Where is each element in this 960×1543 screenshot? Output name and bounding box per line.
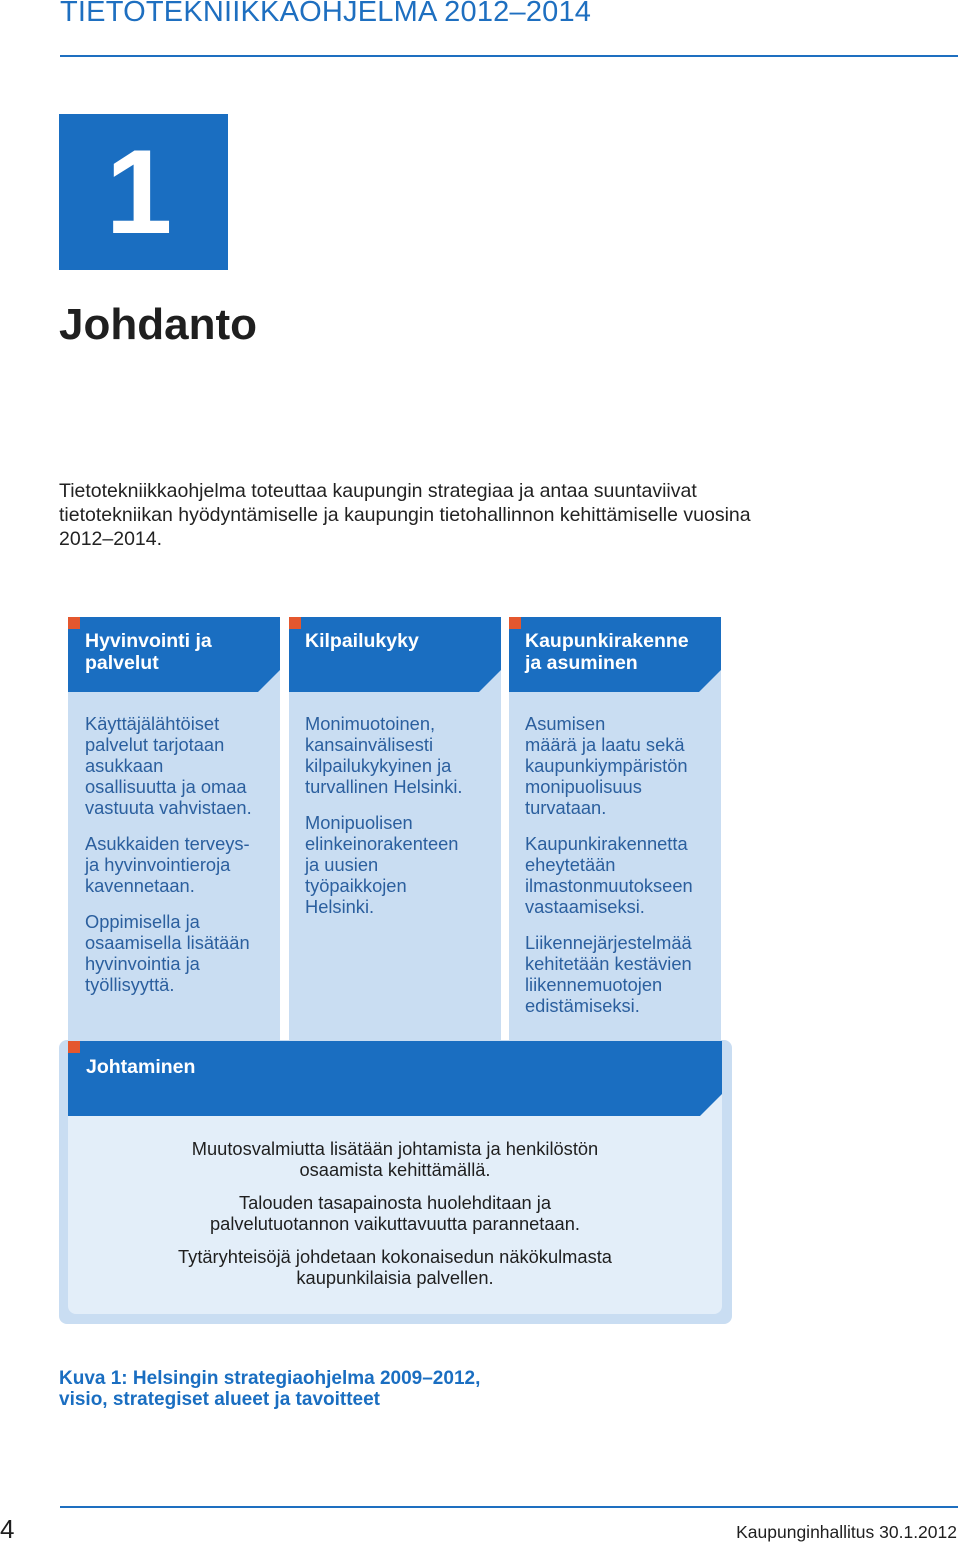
page-title: Johdanto: [59, 300, 257, 349]
goal-text: Asumisen määrä ja laatu sekä kaupunkiympäristön monipuolisuus turvataan.: [525, 713, 688, 818]
column-body-2: [305, 713, 495, 932]
marker-square-icon: [509, 617, 521, 629]
goal-text: Liikennejärjestelmää kehitetään kestävien liikennemuotojen edistämiseksi.: [525, 932, 692, 1016]
column-body-3: [525, 713, 715, 1031]
goal-text: Oppimisella ja osaamisella lisätään hyvinvointia ja työllisyyttä.: [85, 911, 250, 995]
chapter-number: 1: [105, 125, 173, 259]
marker-square-icon: [68, 617, 80, 629]
goal-text: Monipuolisen elinkeinorakenteen ja uusien työpaikkojen Helsinki.: [305, 812, 459, 917]
header-title: TIETOTEKNIIKKAOHJELMA 2012–2014: [60, 0, 592, 28]
goal-text: Monimuotoinen, kansainvälisesti kilpailukykyinen ja turvallinen Helsinki.: [305, 713, 463, 797]
goal-text: Kaupunkirakennetta eheytetään ilmastonmuutokseen vastaamiseksi.: [525, 833, 693, 917]
column-body-1: [85, 713, 275, 1010]
header-rule: [60, 55, 958, 57]
column-title-2: Kilpailukyky: [305, 630, 419, 652]
footer-rule: [60, 1506, 958, 1508]
goal-text: Muutosvalmiutta lisätään johtamista ja henkilöstön osaamista kehittämällä.: [191, 1138, 599, 1180]
leadership-title: Johtaminen: [86, 1056, 196, 1078]
page-number: 4: [0, 1514, 15, 1543]
goal-text: Asukkaiden terveys- ja hyvinvointieroja kavennetaan.: [85, 833, 250, 896]
leadership-body: [68, 1138, 722, 1300]
column-header-2: [289, 617, 501, 692]
footer-text: Kaupunginhallitus 30.1.2012: [736, 1522, 957, 1542]
marker-square-icon: [68, 1041, 80, 1053]
intro-paragraph: Tietotekniikkaohjelma toteuttaa kaupungin strategiaa ja antaa suuntaviivat tietotekniikan hyödyntämiselle ja kaupungin tietohallinnon kehittämiselle vuosina 2012–2014.: [59, 480, 751, 550]
goal-text: Talouden tasapainosta huolehditaan ja palvelutuotannon vaikuttavuutta parannetaan.: [210, 1192, 580, 1234]
column-title-1: Hyvinvointi ja palvelut: [85, 630, 212, 674]
chapter-number-box: [59, 114, 228, 270]
goal-text: Tytäryhteisöjä johdetaan kokonaisedun näkökulmasta kaupunkilaisia palvellen.: [178, 1246, 612, 1288]
goal-text: Käyttäjälähtöiset palvelut tarjotaan asukkaan osallisuutta ja omaa vastuuta vahvistaen.: [85, 713, 252, 818]
figure-caption: Kuva 1: Helsingin strategiaohjelma 2009–2012, visio, strategiset alueet ja tavoitteet: [59, 1368, 481, 1410]
column-title-3: Kaupunkirakenne ja asuminen: [525, 630, 689, 674]
marker-square-icon: [289, 617, 301, 629]
